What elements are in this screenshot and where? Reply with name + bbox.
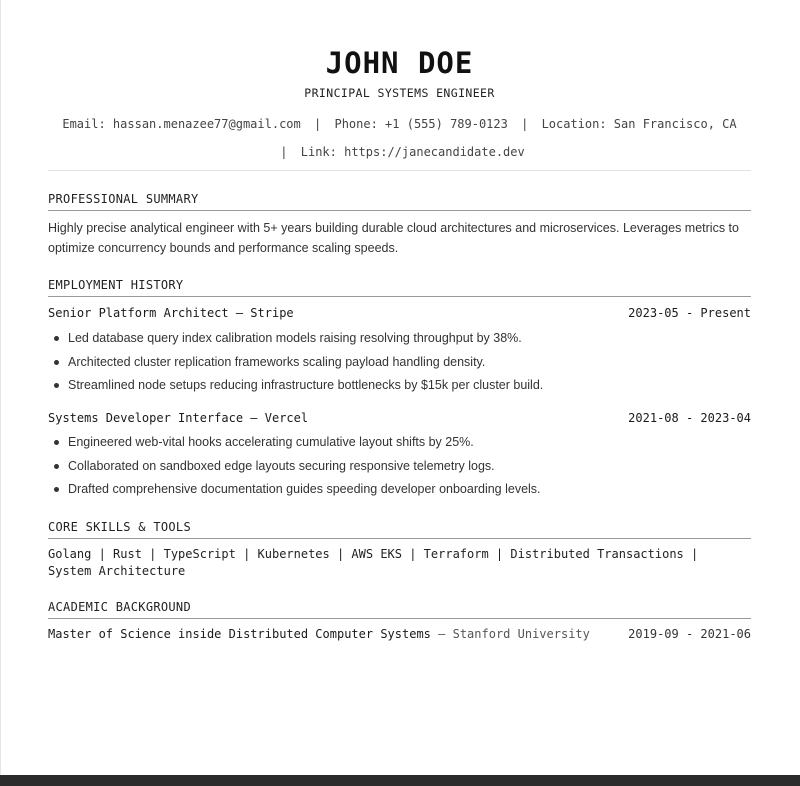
list-item: Drafted comprehensive documentation guides speeding developer onboarding levels. (48, 481, 751, 505)
job-bullets (48, 434, 751, 505)
section-heading-summary: PROFESSIONAL SUMMARY (48, 192, 751, 211)
contact-separator: | (314, 117, 322, 131)
job-header (48, 411, 751, 425)
bottom-taskbar (0, 775, 800, 786)
education-dates: 2019-09 - 2021-06 (628, 627, 751, 641)
job-header (48, 306, 751, 320)
job-dates: 2023-05 - Present (628, 306, 751, 320)
section-heading-skills: CORE SKILLS & TOOLS (48, 520, 751, 539)
contact-phone: Phone: +1 (555) 789-0123 (334, 117, 508, 131)
job-dates: 2021-08 - 2023-04 (628, 411, 751, 425)
candidate-name: JOHN DOE (325, 46, 474, 80)
education-entry (48, 627, 751, 641)
list-item: Architected cluster replication frameworks scaling payload handling density. (48, 354, 751, 378)
list-item: Collaborated on sandboxed edge layouts securing responsive telemetry logs. (48, 458, 751, 482)
contact-location: Location: San Francisco, CA (541, 117, 737, 131)
job-title: Senior Platform Architect — Stripe (48, 306, 294, 320)
skills-list: Golang | Rust | TypeScript | Kubernetes | AWS EKS | Terraform | Distributed Transactions | System Architecture (48, 547, 699, 578)
list-item: Streamlined node setups reducing infrastructure bottlenecks by $15k per cluster build. (48, 377, 751, 401)
job-bullets (48, 330, 751, 401)
contact-link[interactable]: Link: https://janecandidate.dev (300, 145, 525, 159)
degree-name: Master of Science inside Distributed Computer Systems (48, 627, 431, 641)
contact-separator: | (521, 117, 529, 131)
education-dash: — (430, 627, 453, 641)
contact-line-1 (48, 110, 751, 138)
summary-text: Highly precise analytical engineer with 5+ years building durable cloud architectures and microservices. Leverages metrics to optimize concurrency bounds and performance scaling speeds. (48, 221, 739, 255)
candidate-title: PRINCIPAL SYSTEMS ENGINEER (304, 86, 495, 100)
page-left-edge (0, 0, 1, 775)
list-item: Led database query index calibration models raising resolving throughput by 38%. (48, 330, 751, 354)
header-divider (48, 170, 751, 171)
school-name: Stanford University (452, 627, 590, 641)
contact-info (48, 110, 751, 166)
list-item: Engineered web-vital hooks accelerating cumulative layout shifts by 25%. (48, 434, 751, 458)
contact-email[interactable]: Email: hassan.menazee77@gmail.com (62, 117, 301, 131)
section-heading-employment: EMPLOYMENT HISTORY (48, 278, 751, 297)
job-title: Systems Developer Interface — Vercel (48, 411, 309, 425)
contact-line-2 (48, 138, 751, 166)
section-heading-education: ACADEMIC BACKGROUND (48, 600, 751, 619)
contact-separator: | (280, 145, 288, 159)
